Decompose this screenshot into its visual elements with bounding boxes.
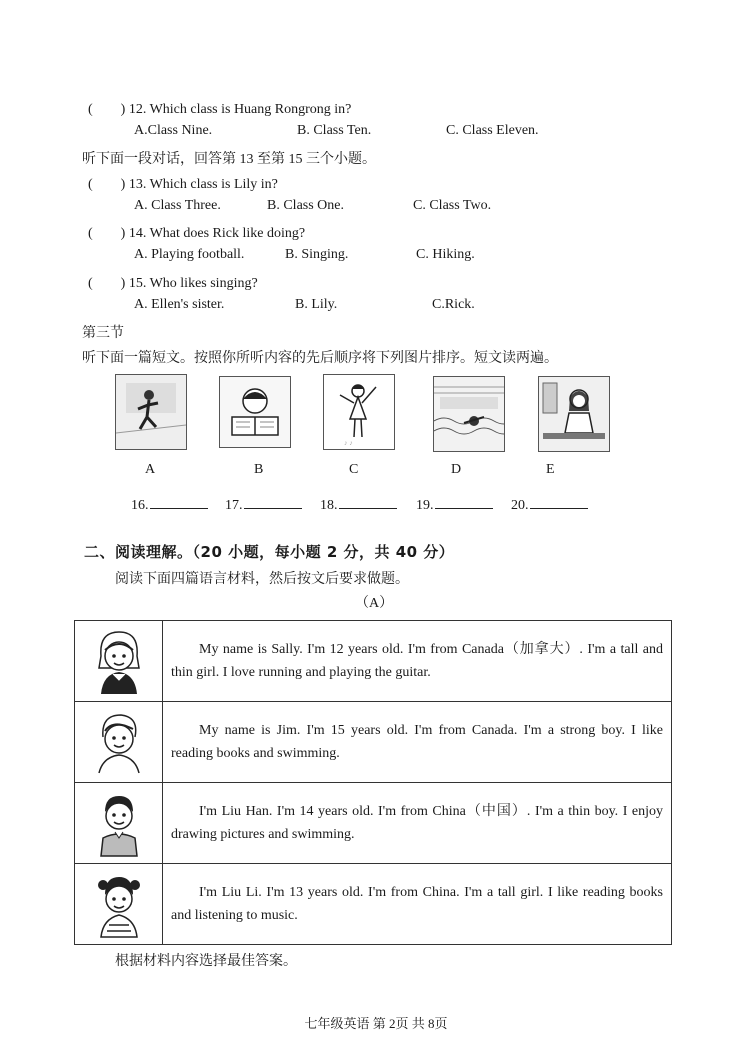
- blank-line[interactable]: [150, 496, 208, 509]
- avatar-girl-liu-li: [75, 869, 162, 939]
- question-14: [88, 222, 305, 242]
- picture-label-a: A: [145, 462, 156, 477]
- option-b: B. Class One.: [267, 198, 344, 213]
- answer-instruction: 根据材料内容选择最佳答案。: [115, 954, 297, 969]
- picture-e-girl-at-table: [538, 376, 610, 452]
- answer-paren[interactable]: ( ): [88, 102, 126, 117]
- question-13: [88, 173, 278, 193]
- profile-text-cell: [163, 702, 672, 783]
- blank-number: 20.: [511, 498, 529, 513]
- option-a: A. Playing football.: [134, 247, 245, 262]
- profile-text: I'm Liu Han. I'm 14 years old. I'm from China（中国）. I'm a thin boy. I enjoy drawing pictures and swimming.: [171, 804, 663, 842]
- option-a: A. Class Three.: [134, 198, 221, 213]
- avatar-boy-jim: [75, 709, 162, 775]
- section-3-instruction: 听下面一篇短文。按照你所听内容的先后顺序将下列图片排序。短文读两遍。: [82, 351, 558, 366]
- profile-row-jim: [75, 702, 672, 783]
- answer-paren[interactable]: ( ): [88, 276, 126, 291]
- question-text: 15. Who likes singing?: [128, 276, 258, 291]
- profiles-table: [74, 620, 672, 945]
- question-text: 14. What does Rick like doing?: [128, 226, 306, 241]
- picture-c-singing-girl: [323, 374, 395, 450]
- answer-blank-16[interactable]: [131, 496, 208, 514]
- answer-paren[interactable]: ( ): [88, 226, 126, 241]
- option-c: C.Rick.: [432, 297, 475, 312]
- avatar-boy-liu-han: [75, 788, 162, 858]
- profile-text: My name is Jim. I'm 15 years old. I'm from Canada. I'm a strong boy. I like reading books and swimming.: [171, 723, 663, 761]
- picture-label-b: B: [254, 462, 264, 477]
- option-a: A. Ellen's sister.: [134, 297, 225, 312]
- picture-label-d: D: [451, 462, 462, 477]
- avatar-cell: [75, 864, 163, 945]
- part-2-heading: 二、阅读理解。（20 小题，每小题 2 分，共 40 分）: [84, 543, 455, 561]
- option-c: C. Hiking.: [416, 247, 475, 262]
- blank-line[interactable]: [339, 496, 397, 509]
- profile-text-cell: [163, 621, 672, 702]
- question-12: [88, 98, 351, 118]
- answer-blank-19[interactable]: [416, 496, 493, 514]
- option-b: B. Class Ten.: [297, 123, 372, 138]
- profile-row-liu-han: [75, 783, 672, 864]
- blank-line[interactable]: [244, 496, 302, 509]
- section-3-title: 第三节: [82, 326, 124, 341]
- blank-number: 19.: [416, 498, 434, 513]
- blank-number: 17.: [225, 498, 243, 513]
- picture-a-running-girl: [115, 374, 187, 450]
- part-2-instruction: 阅读下面四篇语言材料，然后按文后要求做题。: [115, 572, 409, 587]
- profile-text-cell: [163, 783, 672, 864]
- option-b: B. Singing.: [285, 247, 349, 262]
- answer-blank-17[interactable]: [225, 496, 302, 514]
- picture-label-c: C: [349, 462, 359, 477]
- profile-text-cell: [163, 864, 672, 945]
- avatar-cell: [75, 783, 163, 864]
- profile-row-sally: [75, 621, 672, 702]
- blank-number: 18.: [320, 498, 338, 513]
- profile-text: My name is Sally. I'm 12 years old. I'm from Canada（加拿大）. I'm a tall and thin girl. I love running and playing the guitar.: [171, 642, 663, 680]
- answer-blank-20[interactable]: [511, 496, 588, 514]
- passage-label: （A）: [355, 596, 394, 611]
- blank-line[interactable]: [530, 496, 588, 509]
- picture-d-swimming: [433, 376, 505, 452]
- question-text: 13. Which class is Lily in?: [128, 177, 278, 192]
- option-c: C. Class Two.: [413, 198, 492, 213]
- svg-text:♪ ♪: ♪ ♪: [344, 439, 353, 447]
- instruction-13-15: 听下面一段对话，回答第 13 至第 15 三个小题。: [82, 152, 376, 167]
- avatar-cell: [75, 621, 163, 702]
- profile-text: I'm Liu Li. I'm 13 years old. I'm from China. I'm a tall girl. I like reading books and listening to music.: [171, 885, 663, 923]
- page-footer: 七年级英语 第 2页 共 8页: [304, 1016, 448, 1031]
- option-c: C. Class Eleven.: [446, 123, 539, 138]
- avatar-girl-sally: [75, 626, 162, 696]
- question-text: 12. Which class is Huang Rongrong in?: [128, 102, 352, 117]
- option-b: B. Lily.: [295, 297, 338, 312]
- picture-b-reading-boy: [219, 376, 291, 448]
- blank-line[interactable]: [435, 496, 493, 509]
- picture-label-e: E: [546, 462, 555, 477]
- option-a: A.Class Nine.: [134, 123, 213, 138]
- profile-row-liu-li: [75, 864, 672, 945]
- answer-blank-18[interactable]: [320, 496, 397, 514]
- blank-number: 16.: [131, 498, 149, 513]
- avatar-cell: [75, 702, 163, 783]
- question-15: [88, 272, 258, 292]
- answer-paren[interactable]: ( ): [88, 177, 126, 192]
